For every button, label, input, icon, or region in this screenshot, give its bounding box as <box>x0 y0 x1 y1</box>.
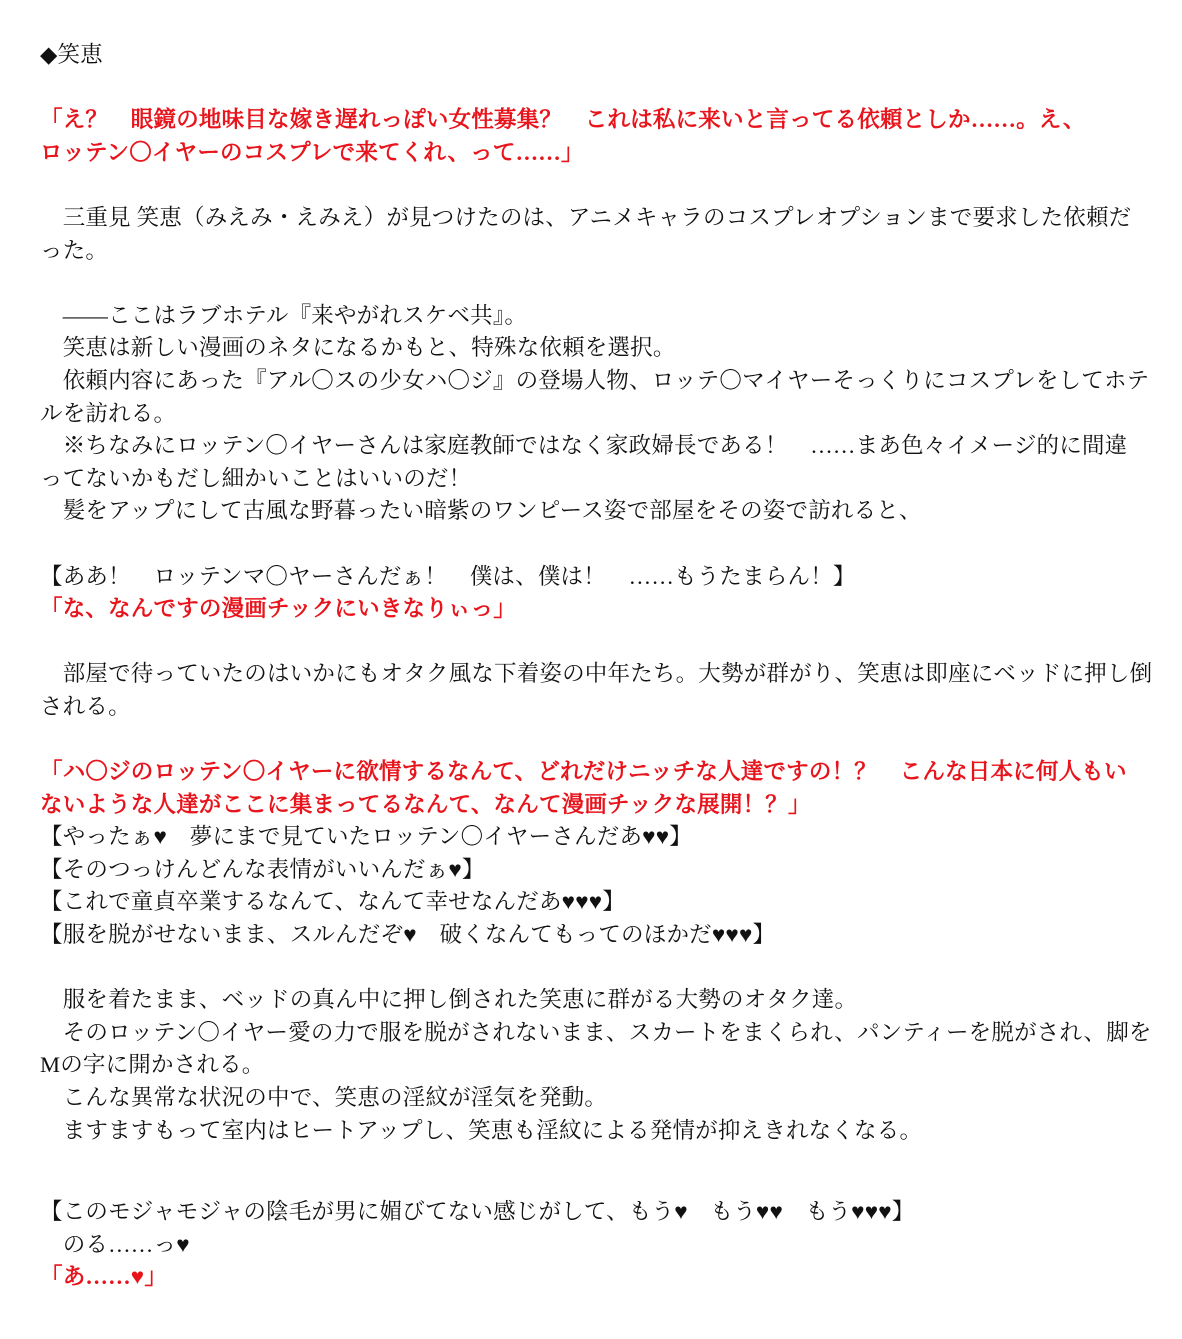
spacer <box>40 72 1150 105</box>
dialogue-paragraph <box>40 593 1150 626</box>
document-body <box>40 39 1153 1294</box>
text-line: そのロッテン〇イヤー愛の力で服を脱がされないまま、スカートをまくられ、パンティーを脱がされ、脚を <box>40 1019 1152 1045</box>
text-line: 「な、なんですの漫画チックにいきなりぃっ」 <box>40 596 517 622</box>
text-line: った。 <box>40 237 109 263</box>
text-line: 依頼内容にあった『アル〇スの少女ハ〇ジ』の登場人物、ロッテ〇マイヤーそっくりにコスプレをしてホテ <box>40 367 1150 393</box>
spacer <box>40 528 1150 561</box>
spacer <box>40 626 1150 659</box>
spacer <box>40 723 1150 756</box>
text-line: のる……っ♥ <box>40 1231 190 1257</box>
text-line: 【やったぁ♥ 夢にまで見ていたロッテン〇イヤーさんだあ♥♥】 <box>40 824 693 850</box>
text-line: 【そのつっけんどんな表情がいいんだぁ♥】 <box>40 856 485 882</box>
section-heading: ◆笑恵 <box>40 42 103 67</box>
text-line: ってないかもだし細かいことはいいのだ！ <box>40 465 472 491</box>
text-line: 髪をアップにして古風な野暮ったい暗紫のワンピース姿で部屋をその姿で訪れると、 <box>40 498 922 524</box>
text-line: 笑恵は新しい漫画のネタになるかもと、特殊な依頼を選択。 <box>40 335 676 361</box>
text-paragraph <box>40 821 1150 951</box>
text-line: される。 <box>40 693 131 719</box>
text-line: ますますもって室内はヒートアップし、笑恵も淫紋による発情が抑えきれなくなる。 <box>40 1117 923 1143</box>
text-line: 【これで童貞卒業するなんて、なんて幸せなんだあ♥♥♥】 <box>40 889 626 915</box>
text-line: 服を着たまま、ベッドの真ん中に押し倒された笑恵に群がる大勢のオタク達。 <box>40 987 858 1013</box>
text-line: こんな異常な状況の中で、笑恵の淫紋が淫気を発動。 <box>40 1085 608 1110</box>
text-paragraph <box>40 202 1150 267</box>
spacer <box>40 267 1150 300</box>
spacer <box>40 169 1150 202</box>
text-line: 【服を脱がせないまま、スルんだぞ♥ 破くなんてもってのほかだ♥♥♥】 <box>40 922 776 948</box>
text-line: Mの字に開かされる。 <box>40 1052 265 1078</box>
text-paragraph <box>40 561 1150 594</box>
spacer <box>40 1147 1150 1196</box>
text-paragraph <box>40 300 1150 528</box>
dialogue-paragraph <box>40 104 1150 169</box>
text-line: ルを訪れる。 <box>40 400 177 426</box>
text-paragraph <box>40 658 1153 723</box>
text-line: ロッテン〇イヤーのコスプレで来てくれ、って……」 <box>40 139 584 165</box>
dialogue-paragraph <box>40 1261 1150 1294</box>
spacer <box>40 952 1150 985</box>
text-paragraph <box>40 1196 1150 1261</box>
text-line: 【ああ！ ロッテンマ〇ヤーさんだぁ！ 僕は、僕は！ ……もうたまらん！】 <box>40 563 856 589</box>
text-line: ――ここはラブホテル『来やがれスケベ共』。 <box>40 302 528 328</box>
dialogue-paragraph <box>40 756 1150 821</box>
text-line: 「え？ 眼鏡の地味目な嫁き遅れっぽい女性募集？ これは私に来いと言ってる依頼としか……。え、 <box>40 107 1086 133</box>
text-line: 「あ……♥」 <box>40 1264 168 1290</box>
text-line: ないような人達がここに集まってるなんて、なんて漫画チックな展開！？」 <box>40 791 811 817</box>
paragraphs <box>40 104 1153 1294</box>
text-line: 【このモジャモジャの陰毛が男に媚びてない感じがして、もう♥ もう♥♥ もう♥♥♥】 <box>40 1199 915 1225</box>
text-line: 三重見 笑恵（みえみ・えみえ）が見つけたのは、アニメキャラのコスプレオプションまで要求した依頼だ <box>40 204 1132 230</box>
text-line: 部屋で待っていたのはいかにもオタク風な下着姿の中年たち。大勢が群がり、笑恵は即座にベッドに押し倒 <box>40 661 1153 687</box>
text-line: 「ハ〇ジのロッテン〇イヤーに欲情するなんて、どれだけニッチな人達ですの！？ こんな日本に何人もい <box>40 759 1127 785</box>
text-paragraph <box>40 984 1150 1147</box>
text-line: ※ちなみにロッテン〇イヤーさんは家庭教師ではなく家政婦長である！ ……まあ色々イメージ的に間違 <box>40 433 1128 459</box>
